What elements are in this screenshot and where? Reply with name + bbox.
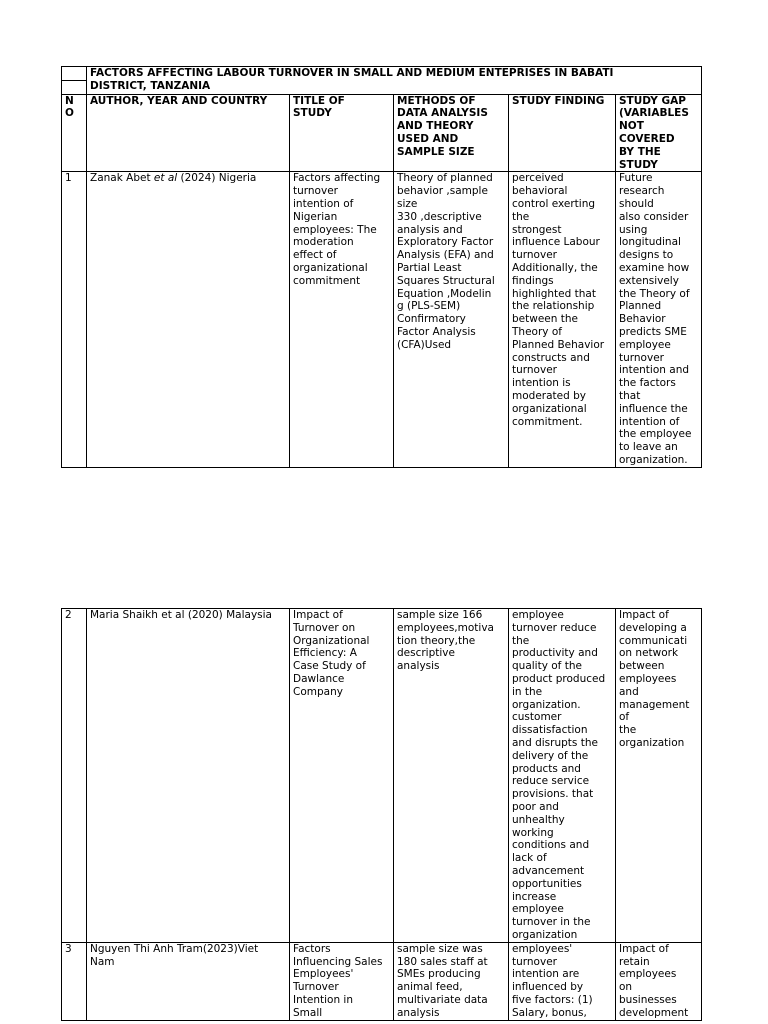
row-author bbox=[87, 609, 290, 943]
cell-line: constructs and bbox=[512, 351, 590, 364]
cell-line: research bbox=[619, 185, 665, 198]
table-title: FACTORS AFFECTING LABOUR TURNOVER IN SMALL AND MEDIUM ENTEPRISES IN BABATI DISTRICT, TANZANIA bbox=[87, 67, 702, 95]
cell-line: employee bbox=[619, 338, 671, 351]
cell-line: Additionally, the bbox=[512, 261, 598, 274]
cell-line: employees' bbox=[512, 942, 573, 955]
cell-line: employee bbox=[512, 609, 564, 621]
cell-line: moderated by bbox=[512, 389, 586, 402]
cell-line: behavioral bbox=[512, 185, 568, 198]
cell-line: commitment. bbox=[512, 415, 583, 428]
cell-line: five factors: (1) bbox=[512, 993, 593, 1006]
header-author: AUTHOR, YEAR AND COUNTRY bbox=[87, 94, 290, 172]
cell-line: Planned Behavior bbox=[512, 338, 605, 351]
row-author-et-al: et al bbox=[153, 172, 178, 185]
cell-line: increase bbox=[512, 890, 557, 903]
row-gap bbox=[616, 609, 702, 943]
cell-line: behavior ,sample bbox=[397, 185, 488, 198]
cell-line: influence the bbox=[619, 402, 688, 415]
cell-line: control exerting bbox=[512, 197, 596, 210]
row-finding bbox=[509, 942, 616, 1020]
cell-line: size bbox=[397, 197, 418, 210]
cell-line: opportunities bbox=[512, 877, 582, 890]
cell-line: Analysis (EFA) and bbox=[397, 249, 494, 262]
cell-line: organization bbox=[512, 928, 578, 941]
cell-line: findings bbox=[512, 274, 554, 287]
cell-line: Behavior bbox=[619, 313, 666, 326]
cell-line: Case Study of bbox=[293, 660, 366, 673]
row-number: 2 bbox=[62, 609, 87, 943]
cell-line: Theory of planned bbox=[397, 172, 493, 185]
cell-line: turnover bbox=[512, 249, 557, 262]
cell-line: 180 sales staff at bbox=[397, 955, 488, 968]
cell-line: Small bbox=[293, 1006, 323, 1019]
cell-line: employees: The bbox=[293, 223, 377, 236]
cell-line: Nguyen Thi Anh Tram(2023)Viet bbox=[90, 942, 259, 955]
cell-line: Squares Structural bbox=[397, 274, 495, 287]
cell-line: (CFA)Used bbox=[397, 338, 452, 351]
cell-line: the factors bbox=[619, 377, 676, 390]
cell-line: also consider bbox=[619, 210, 689, 223]
cell-line: retain bbox=[619, 955, 650, 968]
cell-line: turnover reduce bbox=[512, 621, 597, 634]
cell-line: Maria Shaikh et al (2020) Malaysia bbox=[90, 609, 272, 621]
cell-line: communicati bbox=[619, 634, 688, 647]
cell-line: of bbox=[619, 711, 630, 724]
cell-line: predicts SME bbox=[619, 325, 687, 338]
cell-line: organizational bbox=[512, 402, 587, 415]
cell-line: commitment bbox=[293, 274, 361, 287]
header-row bbox=[62, 94, 702, 172]
cell-line: perceived bbox=[512, 172, 564, 185]
cell-line: provisions. that bbox=[512, 788, 594, 801]
cell-line: moderation bbox=[293, 236, 354, 249]
cell-line: animal feed, bbox=[397, 981, 463, 994]
row-gap bbox=[616, 942, 702, 1020]
cell-line: Equation ,Modelin bbox=[397, 287, 492, 300]
cell-line: Theory of bbox=[512, 325, 562, 338]
header-finding: STUDY FINDING bbox=[509, 94, 616, 172]
cell-line: analysis bbox=[397, 1006, 440, 1019]
cell-line: sample size 166 bbox=[397, 609, 483, 621]
cell-line: Employees' bbox=[293, 968, 354, 981]
cell-line: the relationship bbox=[512, 300, 595, 313]
cell-line: turnover bbox=[512, 955, 557, 968]
cell-line: influenced by bbox=[512, 981, 584, 994]
cell-line: employees bbox=[619, 968, 677, 981]
cell-line: Turnover bbox=[293, 981, 339, 994]
cell-line: advancement bbox=[512, 864, 585, 877]
cell-line: working bbox=[512, 826, 554, 839]
cell-line: between bbox=[619, 660, 665, 673]
cell-line: turnover in the bbox=[512, 916, 591, 929]
cell-line: multivariate data bbox=[397, 993, 488, 1006]
cell-line: employees bbox=[619, 672, 677, 685]
literature-table-page-part-2 bbox=[61, 608, 702, 1021]
cell-line: Future bbox=[619, 172, 653, 185]
cell-line: on bbox=[619, 981, 633, 994]
cell-line: Factors bbox=[293, 942, 331, 955]
cell-line: influence Labour bbox=[512, 236, 600, 249]
cell-line: the employee bbox=[619, 428, 692, 441]
row-author: Zanak Abet et al (2024) Nigeria bbox=[87, 172, 290, 467]
row-gap bbox=[616, 172, 702, 467]
header-methods: METHODS OF DATA ANALYSIS AND THEORY USED AND SAMPLE SIZE bbox=[394, 94, 509, 172]
cell-line: in the bbox=[512, 685, 543, 698]
cell-line: highlighted that bbox=[512, 287, 596, 300]
cell-line: Nigerian bbox=[293, 210, 338, 223]
row-title bbox=[290, 172, 394, 467]
table-row bbox=[62, 172, 702, 467]
cell-line: intention is bbox=[512, 377, 571, 390]
cell-line: and disrupts the bbox=[512, 736, 598, 749]
cell-line: between the bbox=[512, 313, 578, 326]
literature-table-page-part-1 bbox=[61, 66, 702, 468]
row-title bbox=[290, 609, 394, 943]
cell-line: organization. bbox=[619, 453, 688, 466]
cell-line: conditions and bbox=[512, 839, 590, 852]
cell-line: Exploratory Factor bbox=[397, 236, 494, 249]
row-finding bbox=[509, 172, 616, 467]
cell-line: customer bbox=[512, 711, 562, 724]
cell-line: unhealthy bbox=[512, 813, 565, 826]
header-no: N O bbox=[62, 94, 87, 172]
cell-line: intention are bbox=[512, 968, 580, 981]
cell-line: products and bbox=[512, 762, 581, 775]
cell-line: using bbox=[619, 223, 648, 236]
cell-line: Nam bbox=[90, 955, 115, 968]
table-title-index-cell bbox=[62, 80, 87, 94]
cell-line: Salary, bonus, bbox=[512, 1006, 587, 1019]
cell-line: productivity and bbox=[512, 647, 598, 660]
cell-line: product produced bbox=[512, 672, 606, 685]
cell-line: SMEs producing bbox=[397, 968, 481, 981]
cell-line: to leave an bbox=[619, 441, 678, 454]
table-title-index-cell bbox=[62, 67, 87, 81]
cell-line: management bbox=[619, 698, 690, 711]
cell-line: dissatisfaction bbox=[512, 724, 588, 737]
cell-line: longitudinal bbox=[619, 236, 681, 249]
cell-line: poor and bbox=[512, 800, 559, 813]
cell-line: developing a bbox=[619, 621, 687, 634]
cell-line: intention of bbox=[619, 415, 680, 428]
cell-line: extensively bbox=[619, 274, 679, 287]
cell-line: employee bbox=[512, 903, 564, 916]
header-title: TITLE OF STUDY bbox=[290, 94, 394, 172]
cell-line: reduce service bbox=[512, 775, 590, 788]
header-gap: STUDY GAP (VARIABLES NOT COVERED BY THE STUDY bbox=[616, 94, 702, 172]
cell-line: businesses bbox=[619, 993, 677, 1006]
cell-line: 330 ,descriptive bbox=[397, 210, 482, 223]
row-number: 3 bbox=[62, 942, 87, 1020]
cell-line: Factor Analysis bbox=[397, 325, 476, 338]
cell-line: Impact of bbox=[619, 942, 669, 955]
row-author bbox=[87, 942, 290, 1020]
cell-line: Turnover on bbox=[293, 621, 356, 634]
cell-line: Impact of bbox=[293, 609, 343, 621]
cell-line: tion theory,the bbox=[397, 634, 476, 647]
cell-line: Partial Least bbox=[397, 261, 462, 274]
cell-line: turnover bbox=[293, 185, 338, 198]
cell-line: Efficiency: A bbox=[293, 647, 357, 660]
cell-line: lack of bbox=[512, 852, 547, 865]
cell-line: sample size was bbox=[397, 942, 483, 955]
cell-line: Factors affecting bbox=[293, 172, 381, 185]
cell-line: should bbox=[619, 197, 654, 210]
row-number: 1 bbox=[62, 172, 87, 467]
cell-line: the bbox=[512, 210, 530, 223]
cell-line: the bbox=[619, 724, 637, 737]
cell-line: turnover bbox=[512, 364, 557, 377]
cell-line: analysis and bbox=[397, 223, 463, 236]
cell-line: effect of bbox=[293, 249, 337, 262]
row-methods bbox=[394, 609, 509, 943]
cell-line: that bbox=[619, 389, 641, 402]
cell-line: the bbox=[512, 634, 530, 647]
cell-line: Planned bbox=[619, 300, 662, 313]
cell-line: quality of the bbox=[512, 660, 582, 673]
cell-line: intention of bbox=[293, 197, 354, 210]
cell-line: organizational bbox=[293, 261, 368, 274]
cell-line: on network bbox=[619, 647, 679, 660]
cell-line: the Theory of bbox=[619, 287, 690, 300]
table-row bbox=[62, 609, 702, 943]
cell-line: analysis bbox=[397, 660, 440, 673]
cell-line: strongest bbox=[512, 223, 562, 236]
cell-line: Intention in bbox=[293, 993, 354, 1006]
row-title bbox=[290, 942, 394, 1020]
row-methods bbox=[394, 172, 509, 467]
cell-line: Impact of bbox=[619, 609, 669, 621]
cell-line: Organizational bbox=[293, 634, 370, 647]
cell-line: and bbox=[619, 685, 639, 698]
row-methods bbox=[394, 942, 509, 1020]
cell-line: delivery of the bbox=[512, 749, 589, 762]
cell-line: organization bbox=[619, 736, 685, 749]
cell-line: Confirmatory bbox=[397, 313, 466, 326]
cell-line: examine how bbox=[619, 261, 690, 274]
table-title-row bbox=[62, 67, 702, 81]
cell-line: designs to bbox=[619, 249, 674, 262]
cell-line: employees,motiva bbox=[397, 621, 494, 634]
cell-line: Company bbox=[293, 685, 343, 698]
cell-line: descriptive bbox=[397, 647, 455, 660]
cell-line: Influencing Sales bbox=[293, 955, 383, 968]
cell-line: development bbox=[619, 1006, 689, 1019]
cell-line: Dawlance bbox=[293, 672, 345, 685]
cell-line: turnover bbox=[619, 351, 664, 364]
cell-line: organization. bbox=[512, 698, 581, 711]
row-finding bbox=[509, 609, 616, 943]
cell-line: intention and bbox=[619, 364, 690, 377]
table-row bbox=[62, 942, 702, 1020]
cell-line: g (PLS-SEM) bbox=[397, 300, 461, 313]
